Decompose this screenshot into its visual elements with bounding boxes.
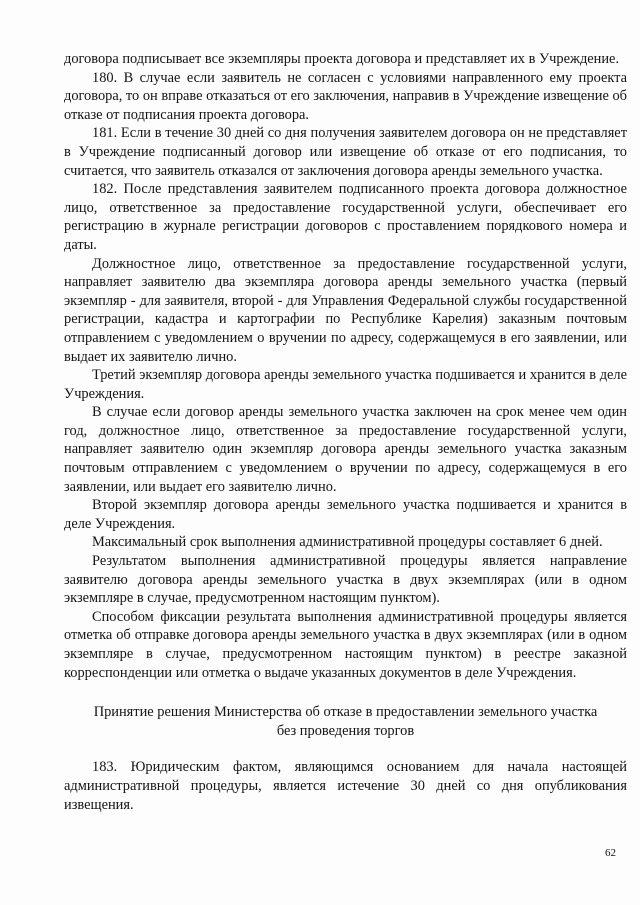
page-number: 62 <box>605 847 616 859</box>
section-heading-line-1: Принятие решения Министерства об отказе в предоставлении земельного участка <box>93 704 598 721</box>
document-body <box>64 50 627 814</box>
paragraph-180: 180. В случае если заявитель не согласен с условиями направленного ему проекта договора, то он вправе отказаться от его заключения, направив в Учреждение извещение об отказе от подписания проекта договора. <box>64 69 627 123</box>
paragraph-183: 183. Юридическим фактом, являющимся основанием для начала настоящей административной процедуры, является истечение 30 дней со дня опубликования извещения. <box>64 759 627 813</box>
paragraph-short-term-lease: В случае если договор аренды земельного участка заключен на срок менее чем один год, должностное лицо, ответственное за предоставление государственной услуги, направляет заявителю один экземпляр договора аренды земельного участка заказным почтовым отправлением с уведомлением о вручении по адресу, содержащемуся в его заявлении, или выдает его заявителю лично. <box>64 404 627 495</box>
paragraph-182: 182. После представления заявителем подписанного проекта договора должностное лицо, ответственное за предоставление государственной услуги, обеспечивает его регистрацию в журнале регистрации договоров с проставлением порядкового номера и даты. <box>64 181 627 253</box>
paragraph-result: Результатом выполнения административной процедуры является направление заявителю договора аренды земельного участка в двух экземплярах (или в одном экземпляре в случае, предусмотренном настоящим пунктом). <box>64 553 627 607</box>
paragraph-181: 181. Если в течение 30 дней со дня получения заявителем договора он не представляет в Учреждение подписанный договор или извещение об отказе от его подписания, то считается, что заявитель отказался от заключения договора аренды земельного участка. <box>64 125 627 179</box>
paragraph-third-copy: Третий экземпляр договора аренды земельного участка подшивается и хранится в деле Учреждения. <box>64 367 627 402</box>
paragraph-max-duration: Максимальный срок выполнения административной процедуры составляет 6 дней. <box>92 534 603 551</box>
section-heading-line-2: без проведения торгов <box>276 722 415 739</box>
paragraph-fixation-method: Способом фиксации результата выполнения административной процедуры является отметка об отправке договора аренды земельного участка в двух экземплярах (или в одном экземпляре в случае, предусмотренном настоящим пунктом) в реестре заказной корреспонденции или отметка о выдаче указанных документов в деле Учреждения. <box>64 608 627 681</box>
paragraph-continuation: договора подписывает все экземпляры проекта договора и представляет их в Учреждение. <box>64 51 620 67</box>
section-heading <box>64 703 627 740</box>
paragraph-official-sends-two-copies: Должностное лицо, ответственное за предоставление государственной услуги, направляет заявителю два экземпляра договора аренды земельного участка (первый экземпляр - для заявителя, второй - для Управления Федеральной службы государственной регистрации, кадастра и картографии по Республике Карелия) заказным почтовым отправлением с уведомлением о вручении по адресу, содержащемуся в его заявлении, или выдает их заявителю лично. <box>64 255 627 365</box>
paragraph-second-copy: Второй экземпляр договора аренды земельного участка подшивается и хранится в деле Учреждения. <box>64 497 627 532</box>
